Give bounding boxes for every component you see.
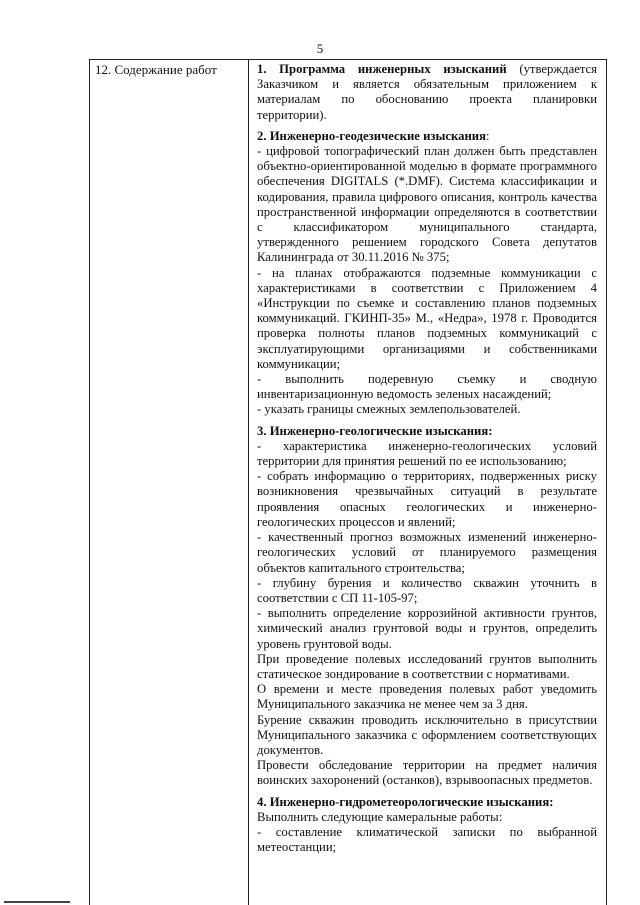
section-item: - характеристика инженерно-геологических условий территории для принятия решений по ее использованию; xyxy=(257,438,597,469)
section-title: 1. Программа инженерных изысканий xyxy=(257,62,507,76)
section-item: - указать границы смежных землепользователей. xyxy=(257,402,521,417)
section-3 xyxy=(257,424,597,789)
row-label: 12. Содержание работ xyxy=(95,62,217,77)
section-item: Провести обследование территории на предмет наличия воинских захоронений (останков), взрывоопасных предметов. xyxy=(257,758,597,788)
section-item: - качественный прогноз возможных изменений инженерно-геологических условий от планируемого размещения объектов капитального строительства; xyxy=(257,530,597,575)
section-item: - на планах отображаются подземные коммуникации с характеристиками в соответствии с Приложением 4 «Инструкции по съемке и составлению планов подземных коммуникаций. ГКИНП-35» М., «Недра», 1978 г. Проводится проверка полноты планов подземных коммуникаций с эксплуатирующими организациями и собственниками коммуникации; xyxy=(257,265,597,371)
section-item: Бурение скважин проводить исключительно в присутствии Муниципального заказчика с оформлением соответствующих документов. xyxy=(257,712,597,757)
section-4 xyxy=(257,795,597,856)
section-item: - глубину бурения и количество скважин уточнить в соответствии с СП 11-105-97; xyxy=(257,575,597,605)
footer-rule xyxy=(4,901,70,903)
section-heading xyxy=(257,424,597,439)
section-title: 2. Инженерно-геодезические изыскания xyxy=(257,128,486,143)
section-heading xyxy=(257,129,597,144)
section-item: О времени и месте проведения полевых работ уведомить Муниципального заказчика не менее чем за 3 дня. xyxy=(257,682,597,712)
section-item: При проведение полевых исследований грунтов выполнить статическое зондирование в соответствии с нормативами. xyxy=(257,651,597,681)
section-item: - цифровой топографический план должен быть представлен объектно-ориентированной моделью в формате программного обеспечения DIGITALS (*.DMF). Система классификации и кодирования, правила цифрового описания, контроль качества пространственной информации определяются в соответствии с классификатором муниципального стандарта, утвержденного решением городского Совета депутатов Калининграда от 30.11.2016 № 375; xyxy=(257,144,597,265)
section-item: - собрать информацию о территориях, подверженных риску возникновения чрезвычайных ситуаций в результате проявления опасных геологических и инженерно-геологических процессов и явлений; xyxy=(257,469,597,529)
section-title: 4. Инженерно-гидрометеорологические изыскания: xyxy=(257,794,554,809)
row-content-cell xyxy=(249,60,606,905)
section-title-suffix: : xyxy=(485,128,490,143)
section-item: Выполнить следующие камеральные работы: xyxy=(257,809,503,824)
requirements-table xyxy=(89,59,607,905)
section-item: - составление климатической записки по выбранной метеостанции; xyxy=(257,824,597,855)
section-heading xyxy=(257,62,597,123)
page-number: 5 xyxy=(316,41,324,56)
section-title: 3. Инженерно-геологические изыскания: xyxy=(257,423,493,438)
section-title-suffix: (утверждается Заказчиком и является обязательным приложением к материалам по обоснованию проекта планировки территории). xyxy=(257,62,597,122)
section-heading xyxy=(257,795,597,810)
section-1 xyxy=(257,62,597,123)
section-item: - выполнить определение коррозийной активности грунтов, химический анализ грунтовой воды и грунтов, определить уровень грунтовой воды. xyxy=(257,606,597,651)
section-2 xyxy=(257,129,597,418)
section-item: - выполнить подеревную съемку и сводную инвентаризационную ведомость зеленых насаждений; xyxy=(257,372,597,402)
row-label-cell xyxy=(90,60,249,905)
